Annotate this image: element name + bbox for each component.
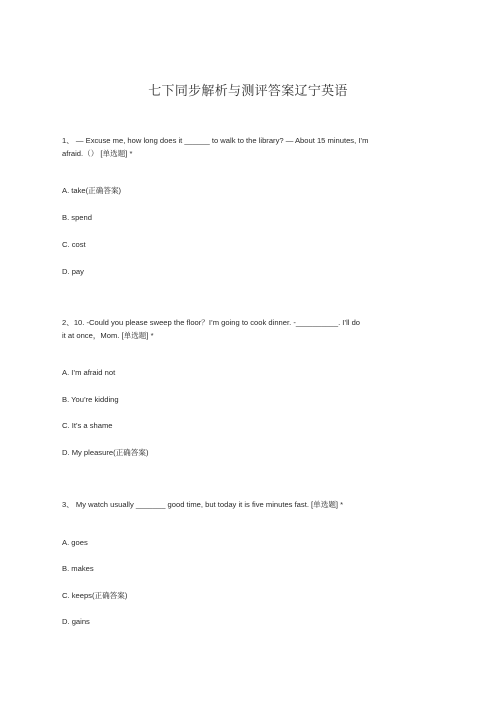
question-3-stem-line-1: 3、 My watch usually _______ good time, but today it is five minutes fast. [单选题] * (62, 500, 344, 509)
question-1-option-d: D. pay (62, 267, 84, 276)
question-2-stem-line-1: 2、10. -Could you please sweep the floor？I’m going to cook dinner. -__________. I’ll do (62, 318, 361, 327)
question-2-option-b: B. You’re kidding (62, 395, 119, 404)
question-2-stem-line-2: it at once，Mom. [单选题] * (62, 331, 154, 340)
question-3-option-c: C. keeps(正确答案) (62, 591, 128, 600)
question-2-option-a: A. I’m afraid not (62, 368, 116, 377)
document-title: 七下同步解析与测评答案辽宁英语 (148, 84, 348, 99)
question-1-stem-line-2: afraid.（） [单选题] * (62, 149, 133, 158)
question-1-stem-line-1: 1、 — Excuse me, how long does it ______ to walk to the library? — About 15 minutes, I’m (62, 136, 369, 145)
question-3-option-a: A. goes (62, 538, 88, 547)
question-3-option-b: B. makes (62, 564, 94, 573)
question-3-option-d: D. gains (62, 617, 90, 626)
question-1-option-c: C. cost (62, 240, 86, 249)
question-1-option-b: B. spend (62, 213, 92, 222)
question-1-option-a: A. take(正确答案) (62, 186, 122, 195)
question-2-option-c: C. It’s a shame (62, 421, 113, 430)
question-2-option-d: D. My pleasure(正确答案) (62, 448, 149, 457)
